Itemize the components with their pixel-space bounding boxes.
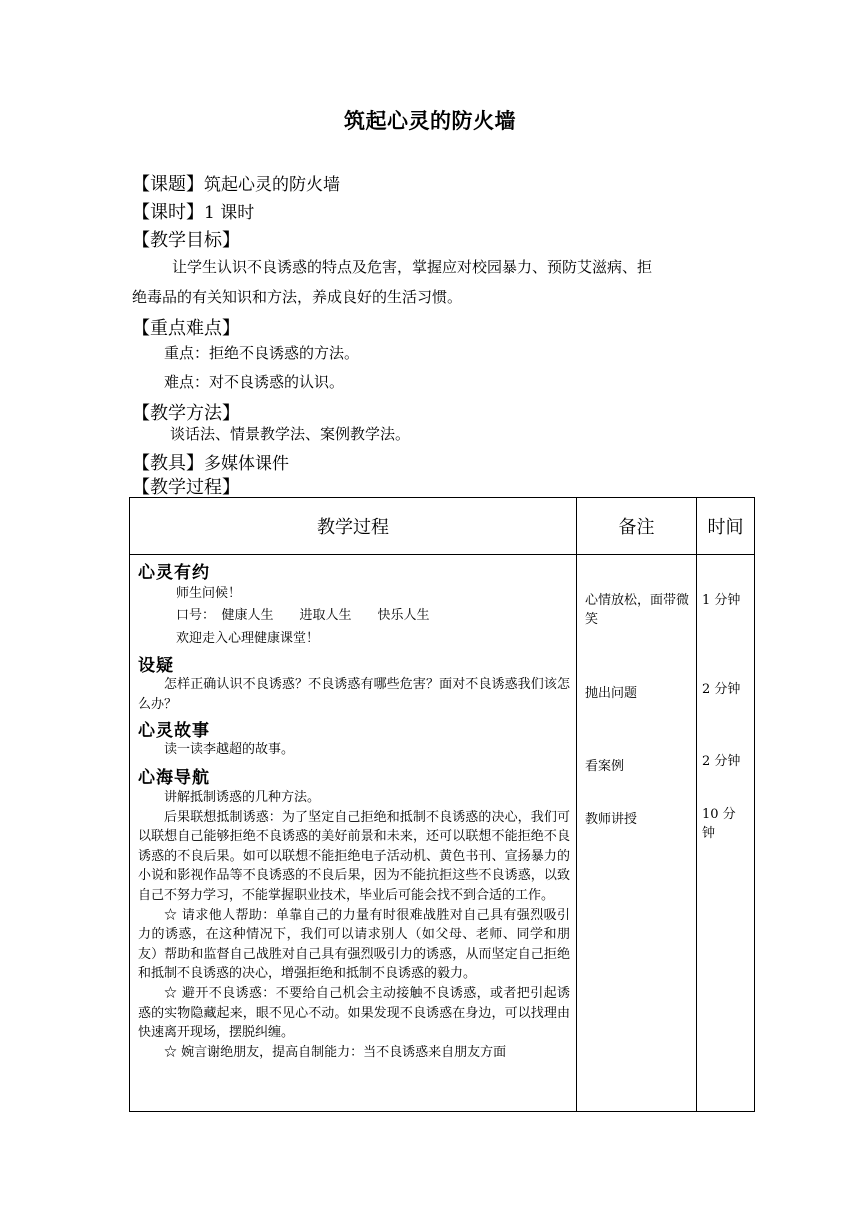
column-divider [696, 498, 697, 1111]
section-title: 心海导航 [138, 768, 210, 788]
time-cell: 2 分钟 [702, 754, 741, 769]
topic-label: 【课题】 [132, 174, 204, 195]
method-paragraph: 讲解抵制诱惑的几种方法。 [164, 790, 321, 805]
section-text [138, 788, 570, 1062]
tools-line [132, 449, 289, 475]
header-divider [130, 554, 754, 555]
time-cell: 10 分钟 [702, 807, 736, 841]
note-cell: 心情放松，面带微笑 [585, 593, 690, 627]
section-text: 怎样正确认识不良诱惑？不良诱惑有哪些危害？面对不良诱惑我们该怎么办？ [138, 677, 570, 712]
time-cell: 1 分钟 [702, 593, 741, 608]
section-title: 心灵故事 [138, 721, 210, 741]
tools-label: 【教具】 [132, 453, 204, 474]
method-paragraph: ☆ 婉言谢绝朋友，提高自制能力：当不良诱惑来自朋友方面 [164, 1044, 507, 1060]
time-cell: 2 分钟 [702, 682, 741, 697]
header-time: 时间 [707, 517, 744, 538]
difficulty-text: 难点：对不良诱惑的认识。 [164, 373, 345, 391]
section-line: 欢迎走入心理健康课堂！ [176, 631, 320, 646]
topic-value: 筑起心灵的防火墙 [204, 175, 340, 195]
goal-heading [132, 226, 240, 252]
process-heading [132, 473, 240, 499]
page-title: 筑起心灵的防火墙 [344, 108, 516, 133]
period-line [132, 198, 254, 224]
header-process: 教学过程 [317, 517, 389, 538]
topic-line [132, 170, 340, 196]
header-notes: 备注 [618, 517, 655, 538]
method-value: 谈话法、情景教学法、案例教学法。 [170, 425, 411, 443]
process-label: 【教学过程】 [132, 477, 240, 498]
column-divider [576, 498, 577, 1111]
section-text: 读一读李越超的故事。 [164, 742, 295, 757]
note-cell: 教师讲授 [585, 812, 638, 827]
note-cell: 看案例 [585, 759, 625, 774]
note-cell: 抛出问题 [585, 686, 638, 701]
keypoint-label: 【重点难点】 [132, 318, 240, 339]
method-paragraph: ☆ 避开不良诱惑：不要给自己机会主动接触不良诱惑，或者把引起诱惑的实物隐藏起来，眼不见心不动。如果发现不良诱惑在身边，可以找理由快速离开现场，摆脱纠缠。 [138, 985, 570, 1041]
section-title: 设疑 [138, 656, 174, 676]
goal-line-1: 让学生认识不良诱惑的特点及危害，掌握应对校园暴力、预防艾滋病、拒 [172, 258, 653, 276]
goal-label: 【教学目标】 [132, 230, 240, 251]
keypoint-text: 重点：拒绝不良诱惑的方法。 [164, 344, 360, 362]
period-label: 【课时】 [132, 202, 204, 223]
period-value: 1 课时 [204, 203, 255, 223]
method-paragraph: 后果联想抵制诱惑：为了坚定自己拒绝和抵制不良诱惑的决心，我们可以联想自己能够拒绝不良诱惑的美好前景和未来，还可以联想不能拒绝不良诱惑的不良后果。如可以联想不能拒绝电子活动机、黄色书刊、宣扬暴力的小说和影视作品等不良诱惑的不良后果，因为不能抗拒这些不良诱惑，以致自己不努力学习，不能掌握职业技术，毕业后可能会找不到合适的工作。 [138, 809, 570, 903]
section-title: 心灵有约 [138, 563, 210, 583]
goal-line-2: 绝毒品的有关知识和方法，养成良好的生活习惯。 [132, 288, 463, 306]
tools-value: 多媒体课件 [204, 454, 289, 474]
method-paragraph: ☆ 请求他人帮助：单靠自己的力量有时很难战胜对自己具有强烈吸引力的诱惑，在这种情况下，我们可以请求别人（如父母、老师、同学和朋友）帮助和监督自己战胜对自己具有强烈吸引力的诱惑，从而坚定自己拒绝和抵制不良诱惑的决心，增强拒绝和抵制不良诱惑的毅力。 [138, 907, 570, 982]
method-label: 【教学方法】 [132, 403, 240, 424]
teaching-process-table [129, 497, 755, 1112]
section-line: 师生问候！ [176, 586, 242, 601]
section-line: 口号： 健康人生 进取人生 快乐人生 [176, 608, 430, 623]
